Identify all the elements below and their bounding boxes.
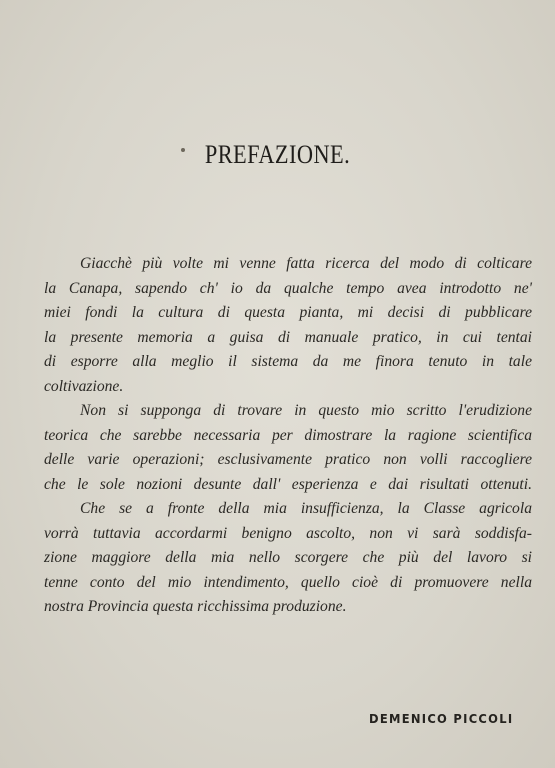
- text-line: Giacchè più volte mi venne fatta ricerca del modo di colticare: [80, 255, 532, 272]
- text-line: vorrà tuttavia accordarmi benigno ascolto, non vi sarà soddisfa-: [44, 524, 532, 542]
- text-line: che le sole nozioni desunte dall' esperienza e dai risultati ottenuti.: [44, 475, 532, 493]
- author-signature: DEMENICO PICCOLI: [369, 711, 514, 726]
- text-line: delle varie operazioni; esclusivamente pratico non volli raccogliere: [44, 451, 532, 468]
- text-line: nostra Provincia questa ricchissima produzione.: [44, 598, 347, 615]
- text-line: Che se a fronte della mia insufficienza, la Classe agricola: [80, 500, 532, 517]
- text-line: miei fondi la cultura di questa pianta, mi decisi di pubblicare: [44, 304, 532, 321]
- text-line: zione maggiore della mia nello scorgere che più del lavoro si: [44, 549, 532, 566]
- text-line: Non si supponga di trovare in questo mio scritto l'erudizione: [80, 402, 532, 419]
- text-line: la Canapa, sapendo ch' io da qualche tempo avea introdotto ne': [44, 279, 532, 297]
- text-line: coltivazione.: [44, 377, 124, 395]
- preface-body: [44, 252, 532, 620]
- text-line: la presente memoria a guisa di manuale pratico, in cui tentai: [44, 328, 532, 346]
- text-line: di esporre alla meglio il sistema da me finora tenuto in tale: [44, 353, 532, 370]
- text-line: teorica che sarebbe necessaria per dimostrare la ragione scientifica: [44, 426, 532, 444]
- page-title: PREFAZIONE.: [204, 140, 351, 169]
- text-line: tenne conto del mio intendimento, quello cioè di promuovere nella: [44, 573, 532, 591]
